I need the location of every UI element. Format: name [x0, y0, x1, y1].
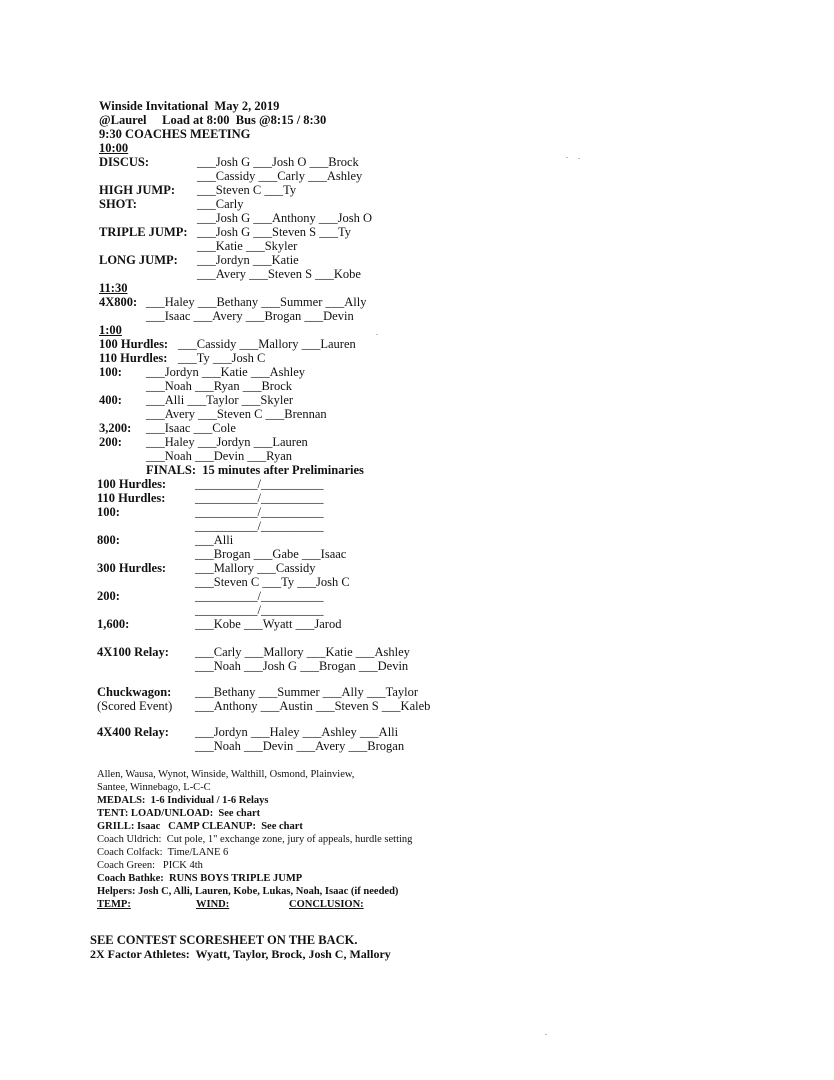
event-label: 110 Hurdles: [97, 491, 166, 505]
athlete-line: ___Jordyn ___Katie ___Ashley [146, 365, 306, 379]
notes-line: Allen, Wausa, Wynot, Winside, Walthill, Osmond, Plainview, [97, 769, 355, 780]
event-label: 100 Hurdles: [97, 477, 167, 491]
athlete-line: ___Carly ___Mallory ___Katie ___Ashley [195, 645, 410, 659]
notes-line: TENT: LOAD/UNLOAD: See chart [97, 808, 261, 819]
blank-line: __________/__________ [195, 477, 324, 491]
notes-line: Coach Uldrich: Cut pole, 1" exchange zone, jury of appeals, hurdle setting [97, 834, 413, 845]
temp-label: TEMP: [97, 899, 131, 910]
athlete-line: ___Avery ___Steven S ___Kobe [197, 267, 361, 281]
notes-line: Coach Colfack: Time/LANE 6 [97, 847, 229, 858]
athlete-line: ___Alli ___Taylor ___Skyler [146, 393, 294, 407]
event-label: 100 Hurdles: [99, 337, 169, 351]
athlete-line: ___Katie ___Skyler [197, 239, 298, 253]
load-info: @Laurel Load at 8:00 Bus @8:15 / 8:30 [99, 113, 327, 127]
blank-line: __________/__________ [195, 505, 324, 519]
notes-line: GRILL: Isaac CAMP CLEANUP: See chart [97, 821, 303, 832]
athlete-line: ___Carly [197, 197, 244, 211]
wind-label: WIND: [196, 899, 230, 910]
event-label: LONG JUMP: [99, 253, 178, 267]
event-sublabel: (Scored Event) [97, 699, 173, 713]
athlete-line: ___Josh G ___Josh O ___Brock [197, 155, 359, 169]
athlete-line: ___Cassidy ___Carly ___Ashley [197, 169, 363, 183]
athlete-line: ___Isaac ___Avery ___Brogan ___Devin [146, 309, 354, 323]
event-label: DISCUS: [99, 155, 150, 169]
event-label: HIGH JUMP: [99, 183, 176, 197]
event-label: 4X800: [99, 295, 138, 309]
meet-title: Winside Invitational May 2, 2019 [99, 99, 280, 113]
event-label: 3,200: [99, 421, 132, 435]
athlete-line: ___Alli [195, 533, 234, 547]
athlete-line: ___Steven C ___Ty ___Josh C [195, 575, 350, 589]
event-label: SHOT: [99, 197, 137, 211]
scan-speck [566, 157, 568, 158]
athlete-line: ___Josh G ___Steven S ___Ty [197, 225, 351, 239]
event-label: 400: [99, 393, 122, 407]
athlete-line: ___Ty ___Josh C [178, 351, 266, 365]
athlete-line: ___Avery ___Steven C ___Brennan [146, 407, 327, 421]
notes-line: Santee, Winnebago, L-C-C [97, 782, 211, 793]
event-label: 4X100 Relay: [97, 645, 169, 659]
athlete-line: ___Mallory ___Cassidy [195, 561, 316, 575]
athlete-line: ___Anthony ___Austin ___Steven S ___Kaleb [195, 699, 431, 713]
athlete-line: ___Kobe ___Wyatt ___Jarod [195, 617, 342, 631]
event-label: Chuckwagon: [97, 685, 172, 699]
coaches-meeting: 9:30 COACHES MEETING [99, 127, 251, 141]
scan-speck [545, 1034, 547, 1035]
athlete-line: ___Brogan ___Gabe ___Isaac [195, 547, 347, 561]
event-label: TRIPLE JUMP: [99, 225, 188, 239]
athlete-line: ___Cassidy ___Mallory ___Lauren [178, 337, 356, 351]
blank-line: __________/__________ [195, 603, 324, 617]
notes-line: Coach Bathke: RUNS BOYS TRIPLE JUMP [97, 873, 303, 884]
blank-line: __________/__________ [195, 589, 324, 603]
scoresheet-note: SEE CONTEST SCORESHEET ON THE BACK. [90, 933, 358, 947]
athlete-line: ___Haley ___Bethany ___Summer ___Ally [146, 295, 367, 309]
athlete-line: ___Josh G ___Anthony ___Josh O [197, 211, 373, 225]
athlete-line: ___Noah ___Devin ___Ryan [146, 449, 293, 463]
athlete-line: ___Isaac ___Cole [146, 421, 236, 435]
athlete-line: ___Haley ___Jordyn ___Lauren [146, 435, 308, 449]
notes-line: MEDALS: 1-6 Individual / 1-6 Relays [97, 795, 269, 806]
event-label: 800: [97, 533, 120, 547]
event-label: 300 Hurdles: [97, 561, 167, 575]
athlete-line: ___Noah ___Josh G ___Brogan ___Devin [195, 659, 409, 673]
event-label: 200: [97, 589, 120, 603]
notes-line: Helpers: Josh C, Alli, Lauren, Kobe, Lukas, Noah, Isaac (if needed) [97, 886, 399, 897]
blank-line: __________/__________ [195, 491, 324, 505]
event-label: 4X400 Relay: [97, 725, 169, 739]
event-label: 200: [99, 435, 122, 449]
blank-line: __________/__________ [195, 519, 324, 533]
event-label: 1,600: [97, 617, 130, 631]
event-label: 100: [97, 505, 120, 519]
athlete-line: ___Jordyn ___Katie [197, 253, 299, 267]
scan-speck [376, 334, 378, 335]
athlete-line: ___Bethany ___Summer ___Ally ___Taylor [195, 685, 419, 699]
time-10-00: 10:00 [99, 141, 129, 155]
athlete-line: ___Noah ___Ryan ___Brock [146, 379, 293, 393]
finals-heading: FINALS: 15 minutes after Preliminaries [146, 463, 364, 477]
scan-speck [578, 158, 580, 159]
conclusion-label: CONCLUSION: [289, 899, 364, 910]
factor-athletes: 2X Factor Athletes: Wyatt, Taylor, Brock, Josh C, Mallory [90, 947, 391, 961]
event-label: 100: [99, 365, 122, 379]
time-11-30: 11:30 [99, 281, 128, 295]
athlete-line: ___Jordyn ___Haley ___Ashley ___Alli [195, 725, 399, 739]
notes-line: Coach Green: PICK 4th [97, 860, 203, 871]
event-label: 110 Hurdles: [99, 351, 168, 365]
athlete-line: ___Noah ___Devin ___Avery ___Brogan [195, 739, 405, 753]
athlete-line: ___Steven C ___Ty [197, 183, 297, 197]
time-1-00: 1:00 [99, 323, 122, 337]
